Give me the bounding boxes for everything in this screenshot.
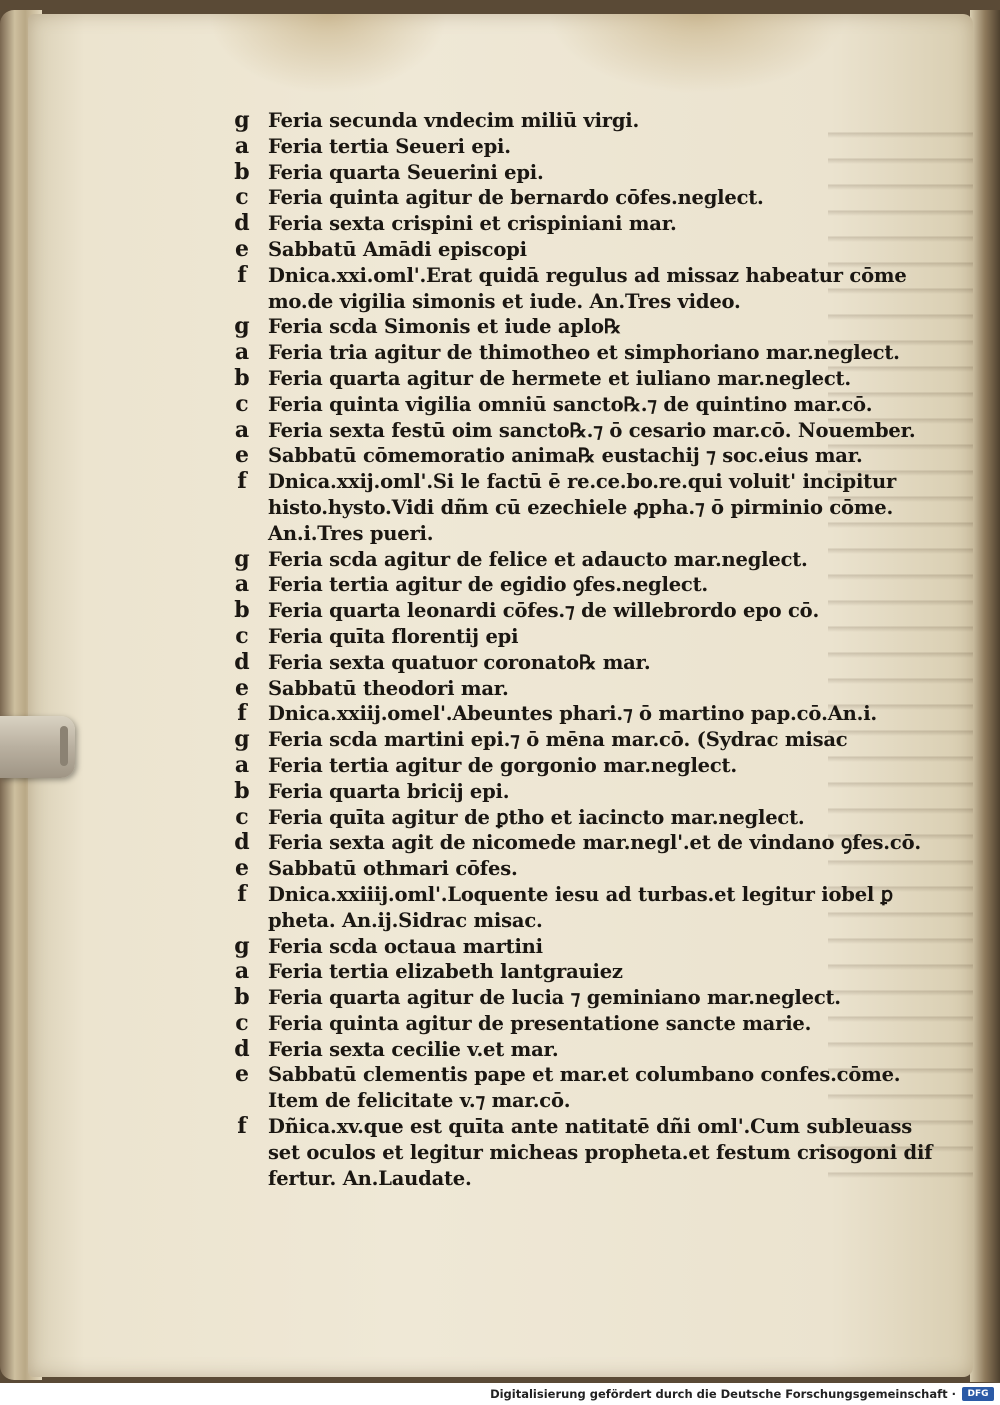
text-line: Feria sexta quatuor coronato℞ mar. (268, 650, 651, 674)
text-line: Feria tria agitur de thimotheo et simphoriano mar.neglect. (268, 341, 900, 365)
text-line: Item de felicitate v.⁊ mar.cō. (268, 1089, 571, 1113)
text-line: Feria tertia agitur de gorgonio mar.neglect. (268, 753, 737, 777)
water-stain (548, 14, 848, 94)
dominical-letter: c (235, 622, 249, 649)
text-line: Feria sexta agit de nicomede mar.negl'.et de vindano ꝯfes.cō. (268, 831, 921, 855)
text-line: Feria scda octaua martini (268, 934, 543, 958)
dominical-letter: f (237, 261, 247, 288)
dominical-letter (222, 1166, 262, 1192)
text-line: Feria sexta crispini et crispiniani mar. (268, 212, 677, 236)
text-line: Feria quinta agitur de presentatione sancte marie. (268, 1011, 812, 1035)
text-line: Feria quīta florentij epi (268, 624, 519, 648)
dominical-letter (222, 1088, 262, 1114)
dominical-letter (222, 908, 262, 934)
dominical-letter: e (235, 1061, 249, 1088)
dominical-letter: g (234, 726, 250, 753)
dominical-letter (222, 289, 262, 315)
dominical-letter: d (234, 829, 250, 856)
dominical-letter: b (234, 364, 250, 391)
dominical-letter: g (234, 932, 250, 959)
text-line: histo.hysto.Vidi dñm cū ezechiele ꝓpha.⁊ ō pirminio cōme. (268, 495, 894, 519)
dominical-letter: a (234, 132, 250, 159)
dominical-letter: f (237, 880, 247, 907)
dominical-letter: e (235, 442, 249, 469)
text-line: Feria scda Simonis et iude aplo℞ (268, 315, 622, 339)
dominical-letter: e (235, 235, 249, 262)
text-line: Feria quinta agitur de bernardo cōfes.neglect. (268, 186, 764, 210)
footer-bar (0, 1383, 1000, 1405)
text-line: pheta. An.ij.Sidrac misac. (268, 908, 543, 932)
dominical-letter (222, 521, 262, 547)
water-stain (208, 14, 448, 94)
dfg-logo: DFG (962, 1387, 994, 1401)
text-line: Feria tertia elizabeth lantgrauiez (268, 960, 623, 984)
text-line: Sabbatū cōmemoratio anima℞ eustachij ⁊ soc.eius mar. (268, 444, 863, 468)
dominical-letter: d (234, 1035, 250, 1062)
dominical-letter: b (234, 777, 250, 804)
dominical-letter: d (234, 648, 250, 675)
dominical-letter: g (234, 107, 250, 133)
dominical-letter: c (235, 390, 249, 417)
dominical-letter: b (234, 597, 250, 624)
text-line: Feria quarta agitur de lucia ⁊ geminiano mar.neglect. (268, 986, 841, 1010)
dominical-letter: f (237, 1113, 247, 1140)
text-line: Feria secunda vndecim miliū virgi. (268, 109, 640, 132)
dominical-letter: b (234, 158, 250, 185)
text-line: Feria sexta cecilie v.et mar. (268, 1037, 559, 1061)
dominical-letter: c (235, 803, 249, 830)
text-line: Dñica.xv.que est quīta ante natitatē dñi oml'.Cum subleuass (268, 1115, 913, 1139)
text-line: Dnica.xxiij.omel'.Abeuntes phari.⁊ ō martino pap.cō.An.i. (268, 702, 878, 726)
text-line: Feria scda martini epi.⁊ ō mēna mar.cō. (Sydrac misac (268, 728, 848, 752)
clip-slot (60, 726, 68, 766)
text-line: Dnica.xxij.oml'.Si le factū ē re.ce.bo.re.qui voluit' incipitur (268, 470, 897, 494)
dominical-letter: a (234, 339, 250, 366)
dominical-letter (222, 1140, 262, 1166)
text-line: fertur. An.Laudate. (268, 1166, 472, 1190)
text-line: Feria quīta agitur de ꝑtho et iacincto mar.neglect. (268, 805, 805, 829)
dominical-letter: d (234, 210, 250, 237)
dominical-letter: a (234, 751, 250, 778)
funding-credit: Digitalisierung gefördert durch die Deutsche Forschungsgemeinschaft · (490, 1387, 956, 1401)
text-line: Feria quarta Seuerini epi. (268, 160, 544, 184)
text-line: Dnica.xxiiij.oml'.Loquente iesu ad turbas.et legitur iobel ꝑ (268, 882, 893, 906)
dominical-letter: c (235, 184, 249, 211)
book-gutter-shadow (970, 10, 1000, 1382)
dominical-letter: a (234, 571, 250, 598)
text-line: Feria tertia agitur de egidio ꝯfes.neglect. (268, 573, 708, 597)
text-line: Feria quarta agitur de hermete et iuliano mar.neglect. (268, 366, 851, 390)
text-line: Dnica.xxi.oml'.Erat quidā regulus ad missaz habeatur cōme (268, 263, 907, 287)
dominical-letter: g (234, 313, 250, 340)
dominical-letter: g (234, 545, 250, 572)
dominical-letter: e (235, 855, 249, 882)
text-line: Feria quarta leonardi cōfes.⁊ de willebrordo epo cō. (268, 599, 820, 623)
text-line: Feria quarta bricij epi. (268, 779, 510, 803)
dominical-letter: a (234, 958, 250, 985)
text-line: Feria tertia Seueri epi. (268, 134, 511, 158)
dominical-letter (222, 495, 262, 521)
text-line: Feria quinta vigilia omniū sancto℞.⁊ de quintino mar.cō. (268, 392, 873, 416)
text-line: Sabbatū Amādi episcopi (268, 237, 527, 261)
text-line: Sabbatū clementis pape et mar.et columbano confes.cōme. (268, 1063, 901, 1087)
text-line: Feria sexta festū oim sancto℞.⁊ ō cesario mar.cō. Nouember. (268, 418, 916, 442)
dominical-letter: c (235, 1009, 249, 1036)
dominical-letter: e (235, 674, 249, 701)
calendar-text-column (268, 108, 933, 1191)
text-line: An.i.Tres pueri. (268, 521, 434, 545)
text-line: Sabbatū othmari cōfes. (268, 857, 518, 881)
text-line: Feria scda agitur de felice et adaucto mar.neglect. (268, 547, 808, 571)
text-line: Sabbatū theodori mar. (268, 676, 509, 700)
page-clip (0, 716, 75, 778)
text-line: mo.de vigilia simonis et iude. An.Tres video. (268, 289, 741, 313)
dominical-letter: f (237, 468, 247, 495)
text-line: set oculos et legitur micheas propheta.et festum crisogoni dif (268, 1140, 933, 1164)
dominical-letter: f (237, 700, 247, 727)
dominical-letter: b (234, 984, 250, 1011)
dominical-letter: a (234, 416, 250, 443)
dominical-letters-column (222, 108, 262, 1191)
